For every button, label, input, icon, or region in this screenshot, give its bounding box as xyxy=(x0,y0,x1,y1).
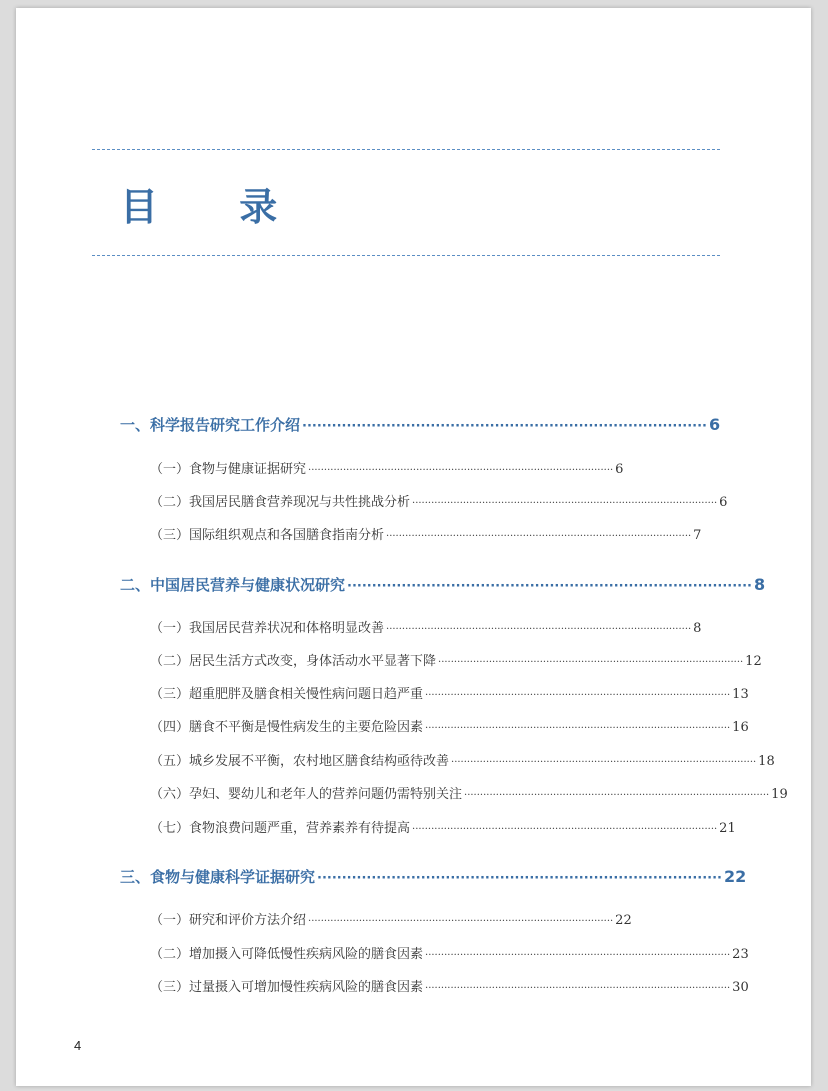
toc-page-number: 23 xyxy=(732,947,749,962)
toc-entry-title: 三、食物与健康科学证据研究 xyxy=(120,868,316,886)
toc-page-number: 12 xyxy=(745,654,762,669)
toc-page-number: 22 xyxy=(723,867,747,886)
toc-entry-title: 一、科学报告研究工作介绍 xyxy=(120,416,301,434)
toc-subsection[interactable] xyxy=(150,909,632,928)
toc-entry-title: （三）过量摄入可增加慢性疾病风险的膳食因素 xyxy=(150,980,424,995)
toc-subsection[interactable] xyxy=(150,683,749,702)
toc-leader-dots: ································································································ xyxy=(386,624,692,635)
toc-entry-title: （二）居民生活方式改变，身体活动水平显著下降 xyxy=(150,654,437,669)
toc-leader-dots: ·················································································· xyxy=(347,579,752,594)
toc-entry-title: （一）我国居民营养状况和体格明显改善 xyxy=(150,621,385,636)
toc-entry-title: 二、中国居民营养与健康状况研究 xyxy=(120,576,346,594)
toc-leader-dots: ································································································ xyxy=(308,465,614,476)
page-title: 目 录 xyxy=(120,185,312,229)
toc-entry-title: （二）增加摄入可降低慢性疾病风险的膳食因素 xyxy=(150,947,424,962)
toc-leader-dots: ································································································ xyxy=(412,824,718,835)
toc-section[interactable] xyxy=(120,574,766,595)
toc-entry-title: （一）食物与健康证据研究 xyxy=(150,462,307,477)
toc-page-number: 18 xyxy=(758,754,775,769)
toc-page-number: 6 xyxy=(708,415,721,434)
toc-page-number: 6 xyxy=(719,495,728,510)
toc-subsection[interactable] xyxy=(150,458,624,477)
toc-subsection[interactable] xyxy=(150,943,749,962)
toc-leader-dots: ·················································································· xyxy=(302,419,707,434)
toc-entry-title: （六）孕妇、婴幼儿和老年人的营养问题仍需特别关注 xyxy=(150,787,463,802)
toc-leader-dots: ································································································ xyxy=(386,531,692,542)
page-number: 4 xyxy=(74,1038,82,1053)
toc-subsection[interactable] xyxy=(150,783,788,802)
toc-leader-dots: ································································································ xyxy=(451,757,757,768)
toc-subsection[interactable] xyxy=(150,976,749,995)
toc-leader-dots: ································································································ xyxy=(412,498,718,509)
toc-leader-dots: ································································································ xyxy=(425,723,731,734)
toc-page-number: 8 xyxy=(753,575,766,594)
document-page xyxy=(16,8,811,1086)
toc-page-number: 30 xyxy=(732,980,749,995)
toc-subsection[interactable] xyxy=(150,524,702,543)
toc-section[interactable] xyxy=(120,414,721,435)
toc-entry-title: （五）城乡发展不平衡，农村地区膳食结构亟待改善 xyxy=(150,754,450,769)
toc-leader-dots: ································································································ xyxy=(438,657,744,668)
toc-page-number: 6 xyxy=(615,462,624,477)
toc-page-number: 8 xyxy=(693,621,702,636)
toc-subsection[interactable] xyxy=(150,750,775,769)
toc-subsection[interactable] xyxy=(150,650,762,669)
toc-entry-title: （三）超重肥胖及膳食相关慢性病问题日趋严重 xyxy=(150,687,424,702)
toc-entry-title: （三）国际组织观点和各国膳食指南分析 xyxy=(150,528,385,543)
toc-entry-title: （一）研究和评价方法介绍 xyxy=(150,913,307,928)
toc-page-number: 22 xyxy=(615,913,632,928)
toc-subsection[interactable] xyxy=(150,491,728,510)
toc-entry-title: （七）食物浪费问题严重，营养素养有待提高 xyxy=(150,821,411,836)
toc-leader-dots: ································································································ xyxy=(425,690,731,701)
toc-leader-dots: ································································································ xyxy=(308,916,614,927)
toc-entry-title: （二）我国居民膳食营养现况与共性挑战分析 xyxy=(150,495,411,510)
bottom-dashed-rule xyxy=(92,255,720,256)
toc-page-number: 19 xyxy=(771,787,788,802)
toc-leader-dots: ································································································ xyxy=(425,983,731,994)
toc-entry-title: （四）膳食不平衡是慢性病发生的主要危险因素 xyxy=(150,720,424,735)
toc-subsection[interactable] xyxy=(150,716,749,735)
toc-page-number: 16 xyxy=(732,720,749,735)
toc-page-number: 7 xyxy=(693,528,702,543)
toc-subsection[interactable] xyxy=(150,817,736,836)
toc-page-number: 13 xyxy=(732,687,749,702)
toc-subsection[interactable] xyxy=(150,617,702,636)
toc-leader-dots: ································································································ xyxy=(464,790,770,801)
top-dashed-rule xyxy=(92,149,720,150)
toc-page-number: 21 xyxy=(719,821,736,836)
toc-section[interactable] xyxy=(120,866,747,887)
toc-leader-dots: ································································································ xyxy=(425,950,731,961)
toc-leader-dots: ·················································································· xyxy=(317,871,722,886)
